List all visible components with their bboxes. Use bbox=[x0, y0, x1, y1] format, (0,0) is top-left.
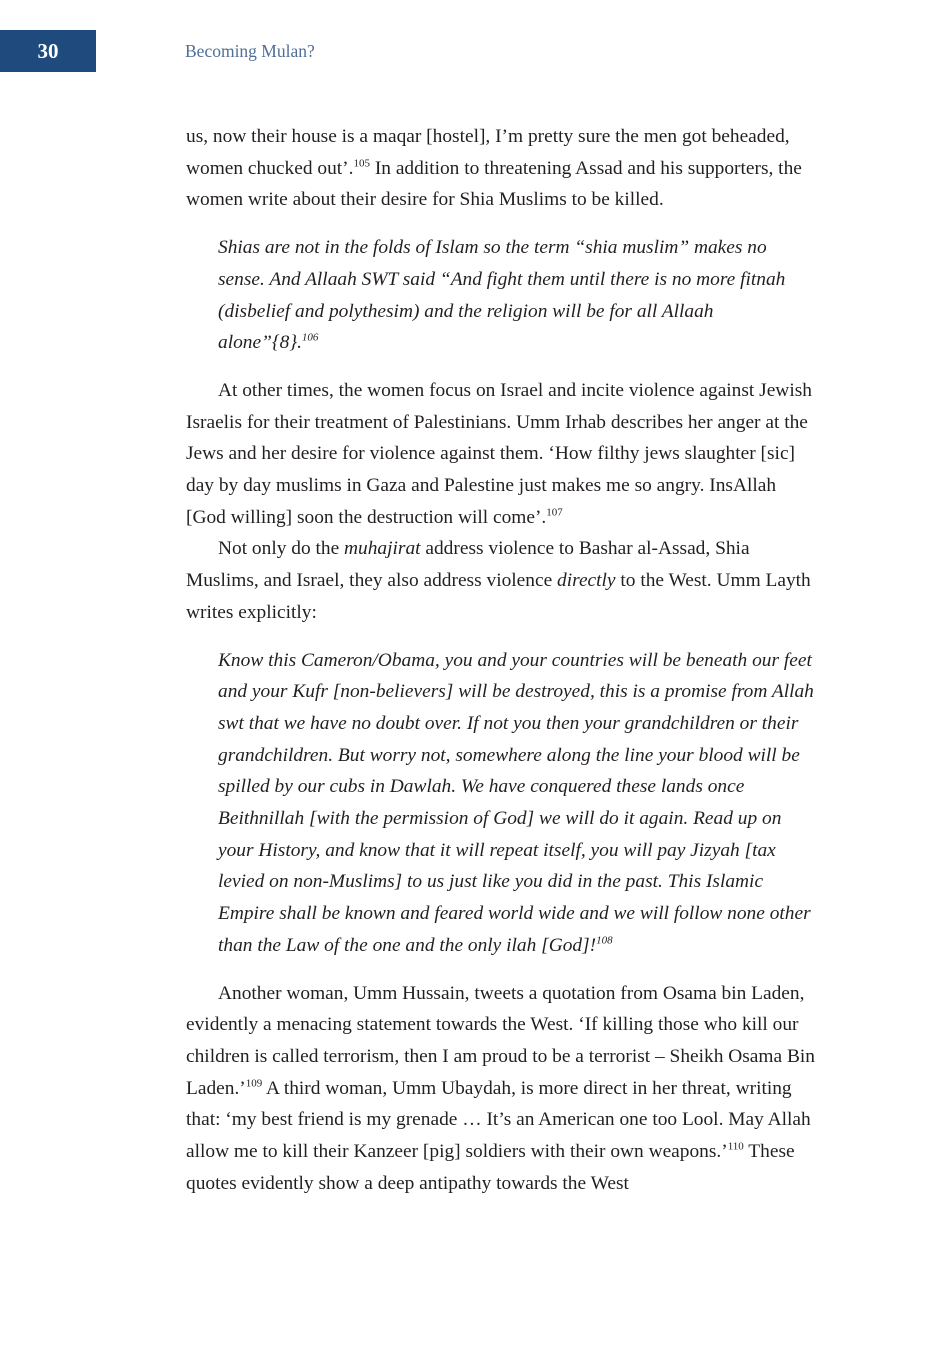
running-title: Becoming Mulan? bbox=[185, 41, 315, 61]
paragraph bbox=[186, 533, 818, 628]
paragraph-text: Not only do the bbox=[218, 538, 345, 560]
quote-text: Know this Cameron/Obama, you and your countries will be beneath our feet and your Kufr [non-believers] will be destroyed, this is a promise from Allah swt that we have no doubt over. If not you then your grandchildren or their grandchildren. But worry not, somewhere along the line your blood will be spilled by our cubs in Dawlah. We have conquered these lands once Beithnillah [with the permission of God] we will do it again. Read up on your History, and know that it will repeat itself, you will pay Jizyah [tax levied on non-Muslims] to us just like you did in the past. This Islamic Empire shall be known and feared world wide and we will follow none other than the Law of the one and the only ilah [God]! bbox=[218, 649, 814, 956]
emphasis-text: muhajirat bbox=[344, 538, 421, 560]
footnote-ref[interactable]: 107 bbox=[546, 506, 563, 519]
paragraph-text: Another woman, Umm Hussain, tweets a quotation from Osama bin Laden, evidently a menacing statement towards the West. ‘If killing those who kill our children is called terrorism, then I am proud to be a terrorist – Sheikh Osama Bin Laden.’ bbox=[186, 982, 815, 1099]
paragraph-text: These quotes evidently show a deep antipathy towards the West bbox=[186, 1141, 795, 1194]
paragraph-text: to the West. Umm Layth writes explicitly: bbox=[186, 570, 811, 623]
footnote-ref[interactable]: 109 bbox=[245, 1077, 263, 1090]
body-text bbox=[186, 121, 818, 1200]
paragraph bbox=[186, 375, 818, 534]
quote-text: Shias are not in the folds of Islam so the term “shia muslim” makes no sense. And Allaah SWT said “And fight them until there is no more fitnah (disbelief and polythesim) and the religion will be for all Allaah alone”{8}. bbox=[218, 237, 786, 354]
footnote-ref[interactable]: 106 bbox=[301, 331, 319, 344]
paragraph-text: At other times, the women focus on Israel and incite violence against Jewish Israelis for their treatment of Palestinians. Umm Irhab describes her anger at the Jews and her desire for violence against them. ‘How filthy jews slaughter [sic] day by day muslims in Gaza and Palestine just makes me so angry. InsAllah [God willing] soon the destruction will come’. bbox=[186, 379, 812, 528]
block-quote bbox=[218, 232, 818, 359]
paragraph bbox=[186, 121, 818, 216]
paragraph-text: address violence to Bashar al-Assad, Shia Muslims, and Israel, they also address violence bbox=[186, 538, 750, 592]
paragraph-text: A third woman, Umm Ubaydah, is more direct in her threat, writing that: ‘my best friend is my grenade … It’s an American one too Lool. May Allah allow me to kill their Kanzeer [pig] soldiers with their own weapons.’ bbox=[186, 1077, 811, 1163]
footnote-ref[interactable]: 110 bbox=[727, 1140, 744, 1153]
block-quote bbox=[218, 645, 818, 962]
paragraph-text: In addition to threatening Assad and his supporters, the women write about their desire for Shia Muslims to be killed. bbox=[186, 157, 802, 211]
emphasis-text: directly bbox=[557, 570, 616, 592]
footnote-ref[interactable]: 108 bbox=[596, 934, 613, 947]
footnote-ref[interactable]: 105 bbox=[353, 157, 370, 170]
paragraph-text: us, now their house is a maqar [hostel], I’m pretty sure the men got beheaded, women chucked out’. bbox=[186, 126, 790, 179]
paragraph bbox=[186, 978, 818, 1200]
page-number: 30 bbox=[0, 30, 96, 72]
